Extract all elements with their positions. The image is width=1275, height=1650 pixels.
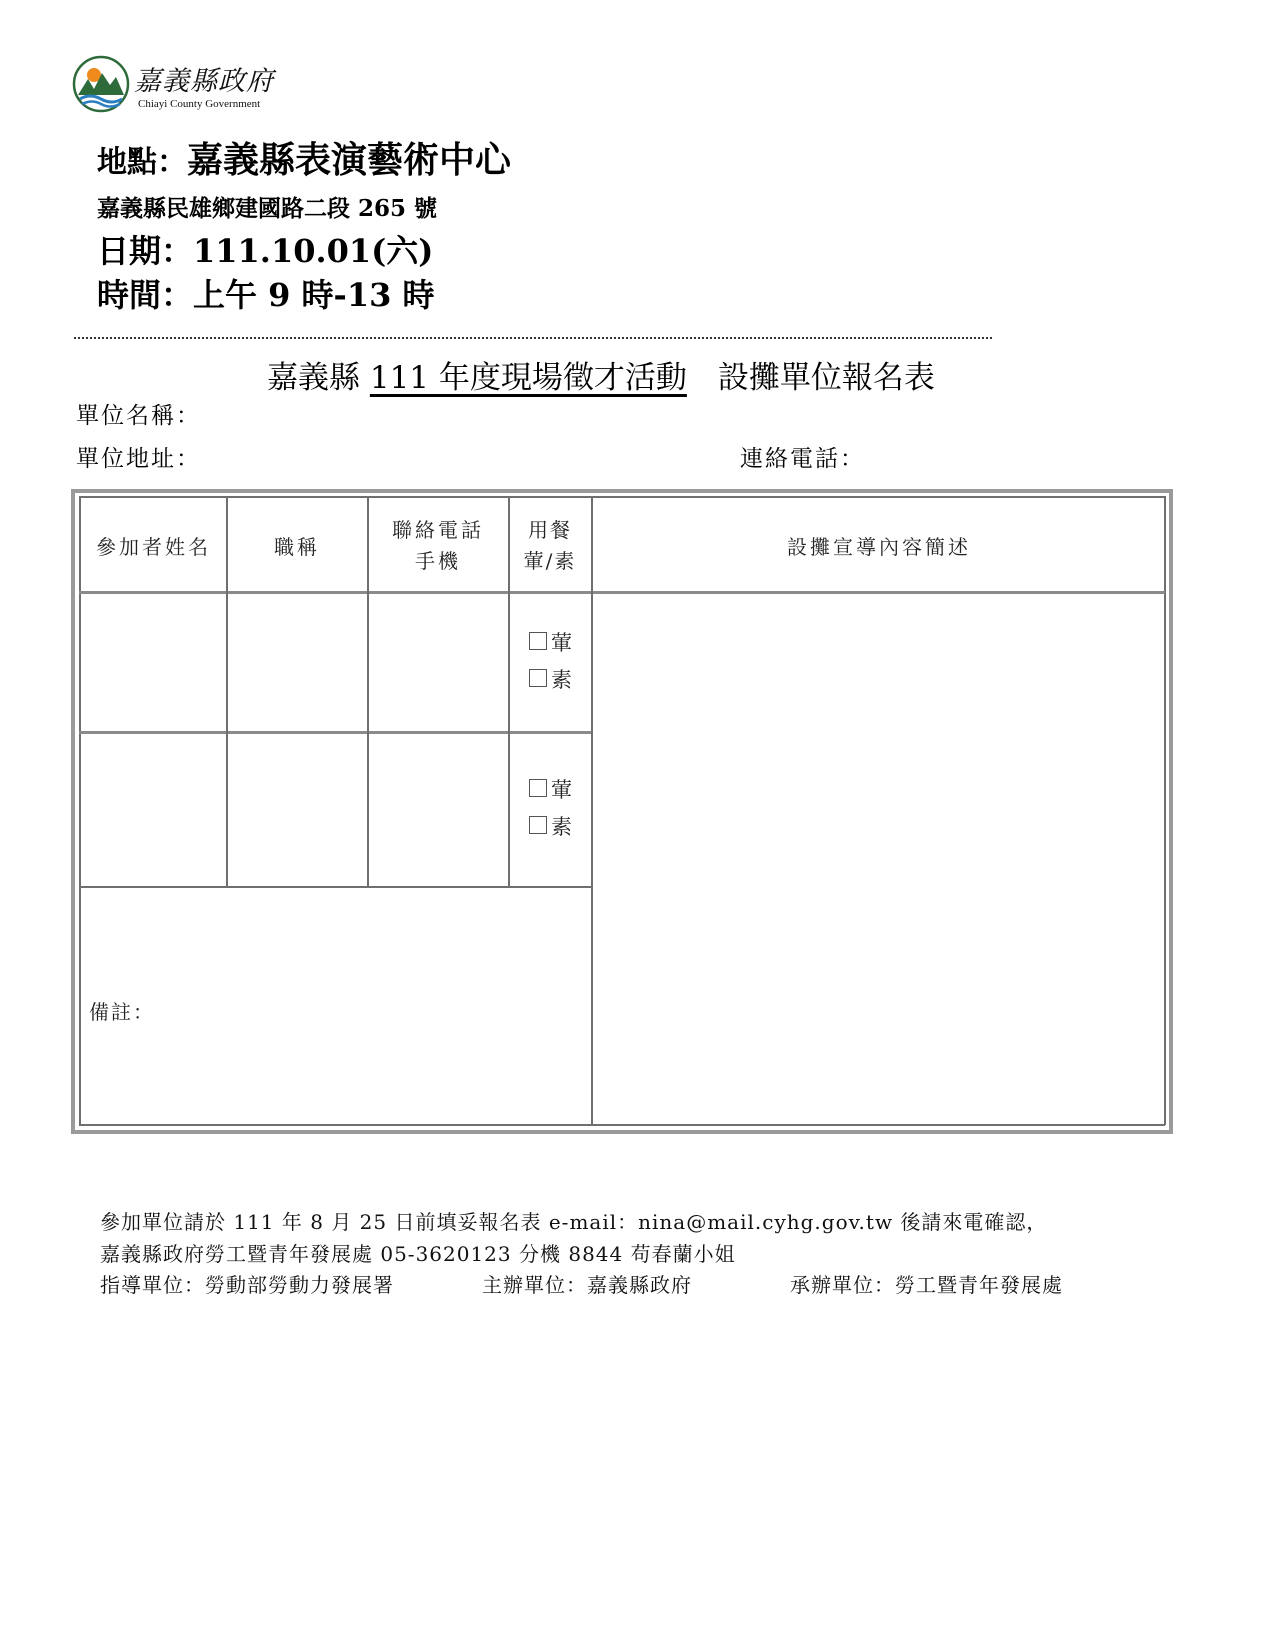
row1-phone-cell[interactable]: [369, 594, 508, 731]
row1-veg-label: 素: [551, 668, 572, 692]
form-title: [267, 352, 935, 397]
dotted-separator: [74, 337, 992, 339]
header-description: 設攤宣導內容簡述: [787, 535, 971, 559]
remarks-label: 備註：: [89, 1000, 155, 1024]
form-title-event: 111 年度現場徵才活動: [369, 360, 687, 396]
location-line: [97, 132, 511, 183]
header-meal-line1: 用餐: [528, 518, 572, 542]
row1-job-title-cell[interactable]: [228, 594, 367, 731]
form-title-prefix: 嘉義縣: [267, 360, 370, 396]
row2-participant-name-cell[interactable]: [81, 734, 226, 886]
venue-address: 嘉義縣民雄鄉建國路二段 265 號: [97, 195, 438, 222]
header-phone: [368, 515, 508, 577]
header-meal-line2: 葷/素: [523, 549, 577, 573]
host-unit: 主辦單位：嘉義縣政府: [482, 1273, 692, 1297]
unit-address-field[interactable]: 單位地址：: [76, 446, 201, 472]
inner-border-bottom: [79, 1124, 1165, 1126]
footer-contact-note: 嘉義縣政府勞工暨青年發展處 05-3620123 分機 8844 苟春蘭小姐: [100, 1242, 736, 1266]
header-participant-name: 參加者姓名: [96, 535, 211, 559]
col-divider-4: [591, 496, 593, 1125]
row1-meat-checkbox[interactable]: [529, 632, 547, 650]
row1-veg-checkbox[interactable]: [529, 669, 547, 687]
unit-name-field[interactable]: 單位名稱：: [76, 403, 201, 429]
row2-phone-cell[interactable]: [369, 734, 508, 886]
location-value: 嘉義縣表演藝術中心: [187, 139, 512, 181]
organizer-unit: 承辦單位：勞工暨青年發展處: [790, 1273, 1063, 1297]
event-time: 時間：上午 9 時-13 時: [97, 276, 435, 314]
guidance-unit: 指導單位：勞動部勞動力發展署: [100, 1273, 394, 1297]
row2-veg-checkbox[interactable]: [529, 816, 547, 834]
row2-meat-label: 葷: [551, 778, 572, 802]
chiayi-county-emblem-icon: [72, 55, 130, 113]
form-title-suffix: 設攤單位報名表: [686, 360, 935, 396]
header-phone-line1: 聯絡電話: [392, 518, 484, 542]
logo-name-en: Chiayi County Government: [138, 98, 261, 110]
row1-meat-label: 葷: [551, 631, 572, 655]
logo-name-zh: 嘉義縣政府: [134, 66, 274, 97]
row-divider-2: [79, 886, 593, 888]
row1-participant-name-cell[interactable]: [81, 594, 226, 731]
row2-job-title-cell[interactable]: [228, 734, 367, 886]
event-date: 日期：111.10.01(六): [97, 232, 434, 270]
location-label: 地點：: [97, 145, 187, 180]
header-job-title: 職稱: [274, 535, 320, 559]
row2-meat-checkbox[interactable]: [529, 779, 547, 797]
contact-phone-field[interactable]: 連絡電話：: [740, 446, 865, 472]
inner-border-top: [79, 496, 1165, 498]
header-phone-line2: 手機: [415, 549, 461, 573]
description-cell[interactable]: [594, 594, 1163, 1123]
footer-units: [100, 1269, 1063, 1298]
remarks-cell[interactable]: [81, 889, 591, 1123]
footer-deadline-note: 參加單位請於 111 年 8 月 25 日前填妥報名表 e-mail：nina@mail.cyhg.gov.tw 後請來電確認，: [100, 1210, 1048, 1234]
county-logo: [72, 55, 292, 120]
header-meal: [509, 515, 591, 577]
registration-table: [71, 489, 1173, 1134]
row2-veg-label: 素: [551, 815, 572, 839]
